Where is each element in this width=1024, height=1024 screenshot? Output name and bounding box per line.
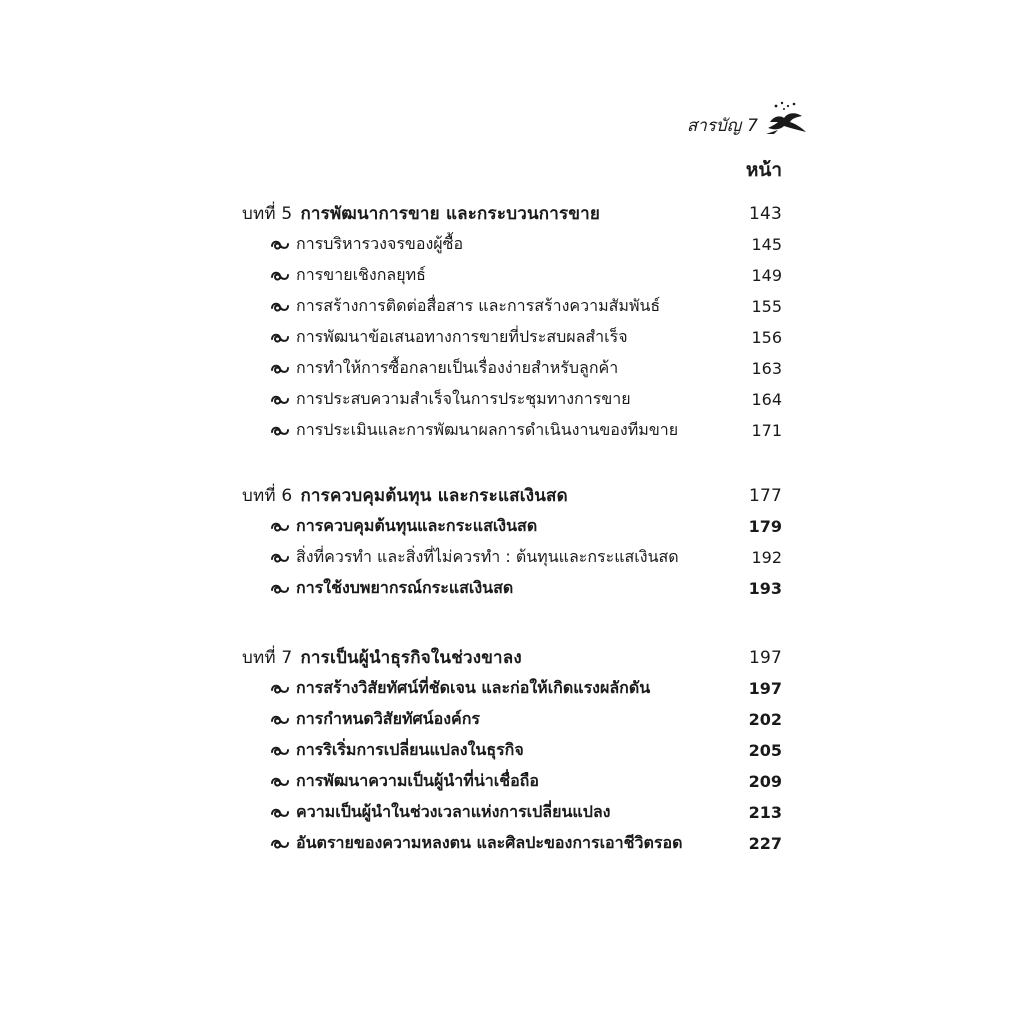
entry-page: 164 bbox=[751, 389, 782, 409]
toc-entry bbox=[270, 707, 782, 731]
toc-entry bbox=[270, 545, 782, 569]
entry-title: การสร้างการติดต่อสื่อสาร และการสร้างความสัมพันธ์ bbox=[296, 295, 661, 315]
runner-stars-icon bbox=[764, 100, 808, 136]
swirl-bullet-icon bbox=[270, 550, 290, 564]
toc-entry bbox=[270, 325, 782, 349]
entry-title: การควบคุมต้นทุนและกระแสเงินสด bbox=[296, 515, 538, 535]
swirl-bullet-icon bbox=[270, 712, 290, 726]
toc-entry bbox=[270, 576, 782, 600]
chapter-title: การเป็นผู้นำธุรกิจในช่วงขาลง bbox=[300, 648, 522, 668]
running-title: สารบัญ bbox=[686, 116, 742, 136]
entry-page: 155 bbox=[751, 296, 782, 316]
toc-entry bbox=[270, 676, 782, 700]
entry-title: การพัฒนาข้อเสนอทางการขายที่ประสบผลสำเร็จ bbox=[296, 326, 628, 346]
toc-entry bbox=[270, 831, 782, 855]
chapter-label: บทที่ 5 bbox=[242, 204, 293, 224]
swirl-bullet-icon bbox=[270, 805, 290, 819]
chapter-page: 177 bbox=[748, 485, 782, 506]
toc-entry bbox=[270, 800, 782, 824]
chapter-page: 197 bbox=[748, 647, 782, 668]
entry-page: 145 bbox=[751, 234, 782, 254]
toc-entry bbox=[270, 263, 782, 287]
entry-title: อันตรายของความหลงตน และศิลปะของการเอาชีวิตรอด bbox=[296, 832, 683, 852]
chapter-heading bbox=[242, 482, 782, 509]
swirl-bullet-icon bbox=[270, 361, 290, 375]
chapter-title: การควบคุมต้นทุน และกระแสเงินสด bbox=[300, 486, 568, 506]
swirl-bullet-icon bbox=[270, 836, 290, 850]
entry-page: 193 bbox=[748, 578, 782, 598]
entry-page: 163 bbox=[751, 358, 782, 378]
entry-page: 197 bbox=[748, 678, 782, 698]
swirl-bullet-icon bbox=[270, 330, 290, 344]
page-column-label: หน้า bbox=[745, 159, 782, 181]
toc-entry bbox=[270, 514, 782, 538]
swirl-bullet-icon bbox=[270, 581, 290, 595]
entry-page: 227 bbox=[748, 833, 782, 853]
entry-title: การบริหารวงจรของผู้ซื้อ bbox=[296, 233, 464, 253]
entry-page: 213 bbox=[748, 802, 782, 822]
entry-page: 192 bbox=[751, 547, 782, 567]
swirl-bullet-icon bbox=[270, 392, 290, 406]
entry-page: 156 bbox=[751, 327, 782, 347]
entry-title: การสร้างวิสัยทัศน์ที่ชัดเจน และก่อให้เกิดแรงผลักดัน bbox=[296, 677, 651, 697]
toc-entry bbox=[270, 418, 782, 442]
entry-title: การใช้งบพยากรณ์กระแสเงินสด bbox=[296, 577, 514, 597]
entry-title: การกำหนดวิสัยทัศน์องค์กร bbox=[296, 708, 480, 728]
toc-entry bbox=[270, 738, 782, 762]
entry-page: 171 bbox=[751, 420, 782, 440]
swirl-bullet-icon bbox=[270, 423, 290, 437]
entry-title: การขายเชิงกลยุทธ์ bbox=[296, 264, 426, 284]
swirl-bullet-icon bbox=[270, 681, 290, 695]
entry-title: สิ่งที่ควรทำ และสิ่งที่ไม่ควรทำ : ต้นทุนและกระแสเงินสด bbox=[296, 546, 679, 566]
entry-title: การริเริ่มการเปลี่ยนแปลงในธุรกิจ bbox=[296, 739, 524, 759]
toc-entry bbox=[270, 769, 782, 793]
entry-title: ความเป็นผู้นำในช่วงเวลาแห่งการเปลี่ยนแปลง bbox=[296, 801, 611, 821]
entry-page: 202 bbox=[748, 709, 782, 729]
toc-entry bbox=[270, 232, 782, 256]
swirl-bullet-icon bbox=[270, 299, 290, 313]
chapter-label: บทที่ 7 bbox=[242, 648, 293, 668]
entry-title: การประเมินและการพัฒนาผลการดำเนินงานของทีมขาย bbox=[296, 419, 679, 439]
entry-title: การทำให้การซื้อกลายเป็นเรื่องง่ายสำหรับลูกค้า bbox=[296, 357, 619, 377]
swirl-bullet-icon bbox=[270, 268, 290, 282]
entry-title: การประสบความสำเร็จในการประชุมทางการขาย bbox=[296, 388, 631, 408]
chapter-heading bbox=[242, 200, 782, 227]
entry-page: 209 bbox=[748, 771, 782, 791]
entry-page: 179 bbox=[748, 516, 782, 536]
toc-entry bbox=[270, 356, 782, 380]
chapter-label: บทที่ 6 bbox=[242, 486, 293, 506]
swirl-bullet-icon bbox=[270, 743, 290, 757]
toc-entry bbox=[270, 387, 782, 411]
chapter-title: การพัฒนาการขาย และกระบวนการขาย bbox=[300, 204, 601, 224]
entry-title: การพัฒนาความเป็นผู้นำที่น่าเชื่อถือ bbox=[296, 770, 539, 790]
swirl-bullet-icon bbox=[270, 237, 290, 251]
entry-page: 149 bbox=[751, 265, 782, 285]
chapter-page: 143 bbox=[748, 203, 782, 224]
swirl-bullet-icon bbox=[270, 519, 290, 533]
entry-page: 205 bbox=[748, 740, 782, 760]
chapter-heading bbox=[242, 644, 782, 671]
toc-entry bbox=[270, 294, 782, 318]
running-header bbox=[687, 100, 808, 136]
page-number: 7 bbox=[747, 116, 758, 136]
swirl-bullet-icon bbox=[270, 774, 290, 788]
